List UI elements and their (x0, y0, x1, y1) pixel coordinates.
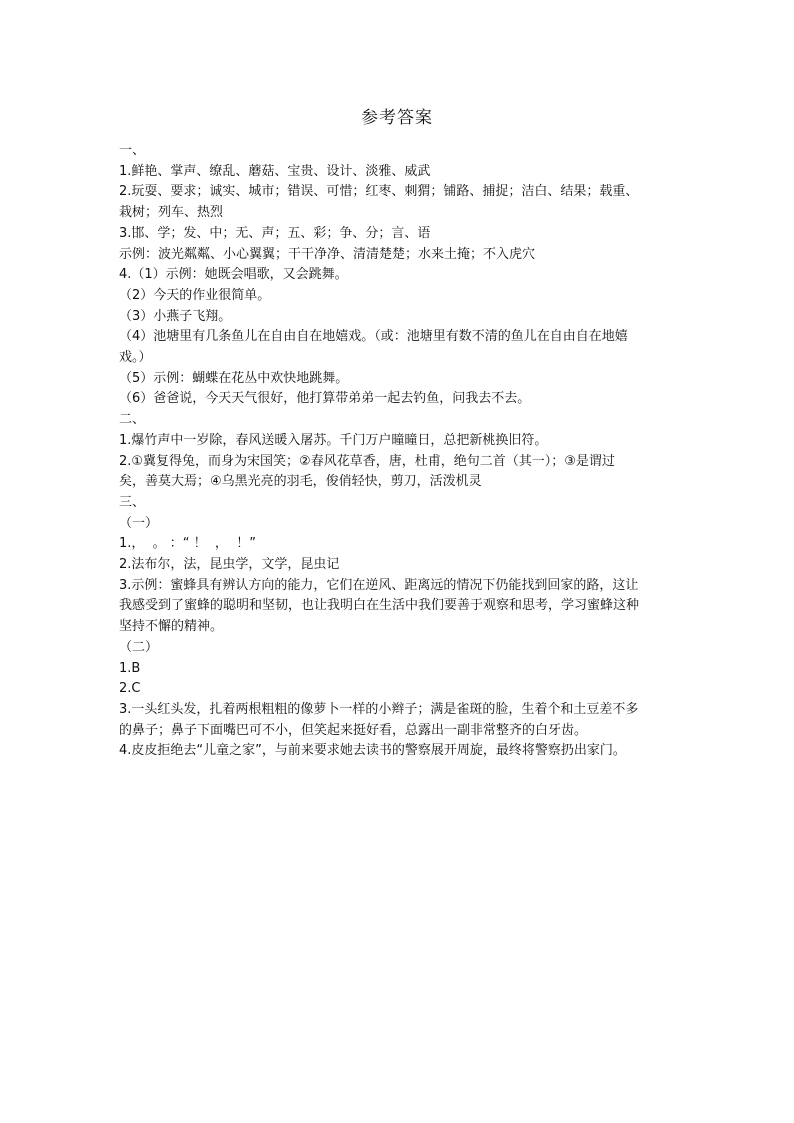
subsection-heading: （一） (119, 515, 159, 531)
subsection-heading: （二） (119, 639, 159, 655)
answer-line: （6）爸爸说，今天天气很好，他打算带弟弟一起去钓鱼，问我去不去。 (119, 391, 531, 407)
answer-line: 的鼻子；鼻子下面嘴巴可不小，但笑起来挺好看，总露出一副非常整齐的白牙齿。 (119, 722, 588, 738)
answer-line: 2.法布尔，法，昆虫学，文学，昆虫记 (119, 557, 340, 573)
answer-line: 1.， 。 ：“ ！ ， ！” (119, 536, 256, 552)
answer-line: 1.爆竹声中一岁除，春风送暖入屠苏。千门万户曈曈日，总把新桃换旧符。 (119, 432, 548, 448)
section-heading-3: 三、 (119, 494, 146, 510)
answer-line: 4.皮皮拒绝去“儿童之家”，与前来要求她去读书的警察展开周旋，最终将警察扔出家门。 (119, 743, 626, 759)
section-heading-2: 二、 (119, 412, 146, 428)
answer-line: 1.B (119, 660, 141, 676)
answer-line: 1.鲜艳、掌声、缭乱、蘑菇、宝贵、设计、淡雅、威武 (119, 163, 431, 179)
answer-line: 2.玩耍、要求；诚实、城市；错误、可惜；红枣、刺猬；铺路、捕捉；洁白、结果；载重、 (119, 184, 639, 200)
answer-line: （3）小燕子飞翔。 (119, 308, 232, 324)
answer-line: 3.邯、学；发、中；无、声；五、彩；争、分；言、语 (119, 225, 431, 241)
answer-body (119, 141, 689, 762)
answer-line: 栽树；列车、热烈 (119, 205, 224, 221)
answer-line: 戏。） (119, 350, 152, 366)
answer-line: 3.示例：蜜蜂具有辨认方向的能力，它们在逆风、距离远的情况下仍能找到回家的路，这让 (119, 577, 639, 593)
answer-line: 我感受到了蜜蜂的聪明和坚韧，也让我明白在生活中我们要善于观察和思考，学习蜜蜂这种 (119, 598, 640, 614)
page-title: 参考答案 (361, 108, 433, 128)
answer-line: 矣，善莫大焉；④乌黑光亮的羽毛，俊俏轻快，剪刀，活泼机灵 (119, 474, 482, 490)
answer-line: 示例：波光粼粼、小心翼翼；干干净净、清清楚楚；水来土掩；不入虎穴 (119, 246, 536, 262)
section-heading-1: 一、 (119, 143, 146, 158)
answer-line: （2）今天的作业很简单。 (119, 287, 271, 303)
answer-line: 4.（1）示例：她既会唱歌，又会跳舞。 (119, 267, 348, 283)
answer-line: 2.C (119, 681, 141, 697)
answer-line: （4）池塘里有几条鱼儿在自由自在地嬉戏。（或：池塘里有数不清的鱼儿在自由自在地嬉 (119, 329, 628, 345)
answer-line: （5）示例：蝴蝶在花丛中欢快地跳舞。 (119, 370, 349, 386)
answer-line: 2.①冀复得兔，而身为宋国笑；②春风花草香，唐，杜甫，绝句二首（其一）；③是谓过 (119, 453, 615, 469)
answer-line: 3.一头红头发，扎着两根粗粗的像萝卜一样的小辫子；满是雀斑的脸，生着个和土豆差不多 (119, 701, 639, 717)
answer-line: 坚持不懈的精神。 (119, 619, 224, 635)
